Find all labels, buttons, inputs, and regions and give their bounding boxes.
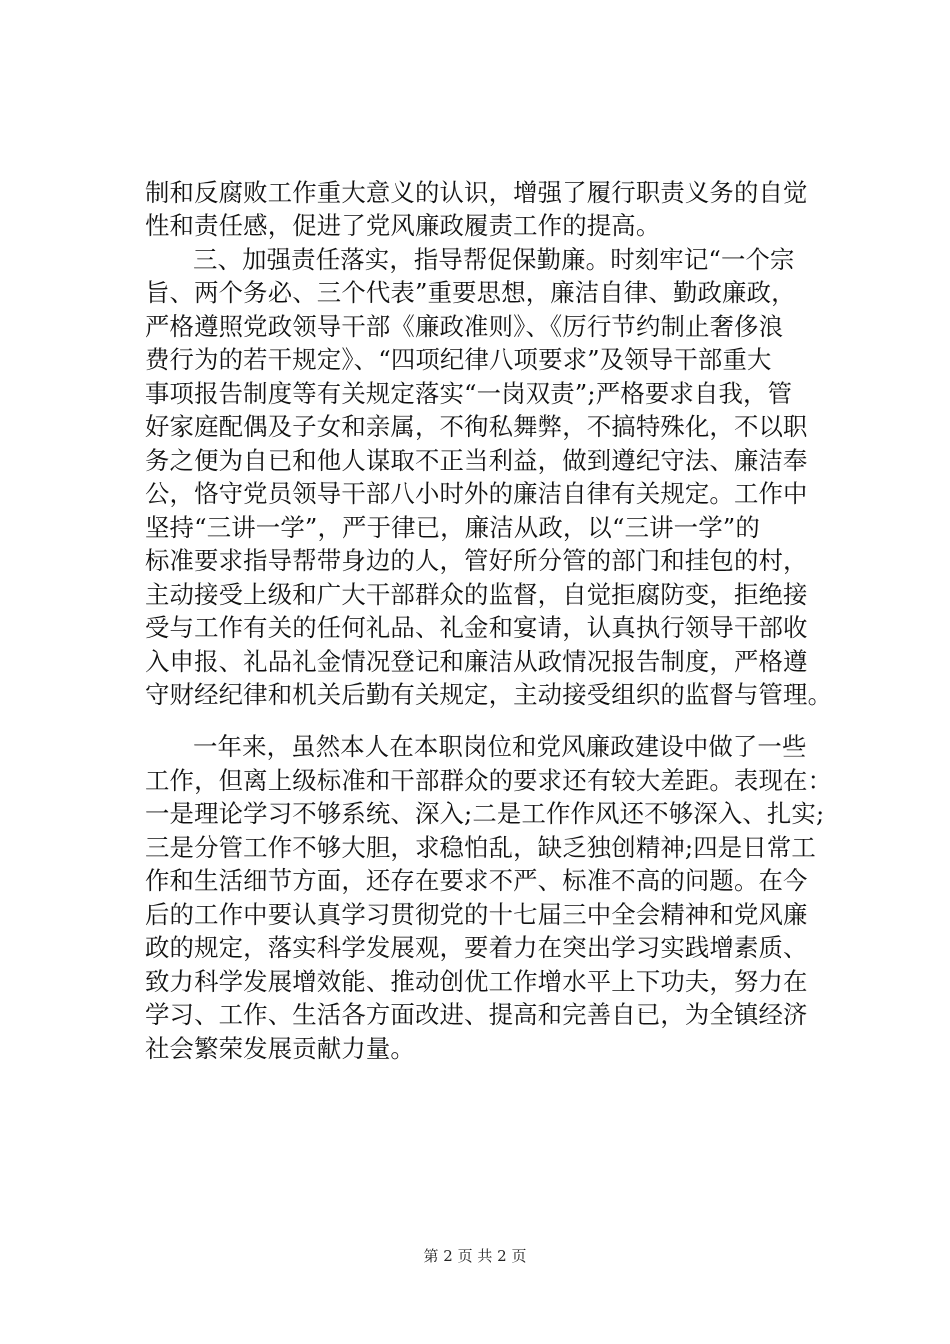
text-line: 严格遵照党政领导干部《廉政准则》、《厉行节约制止奢侈浪 bbox=[145, 312, 784, 341]
text-line: 作和生活细节方面，还存在要求不严、标准不高的问题。在今 bbox=[145, 866, 808, 895]
text-line: 一年来，虽然本人在本职岗位和党风廉政建设中做了一些 bbox=[193, 732, 807, 761]
text-line: 好家庭配偶及子女和亲属，不徇私舞弊，不搞特殊化，不以职 bbox=[145, 412, 808, 441]
text-line: 工作，但离上级标准和干部群众的要求还有较大差距。表现在： bbox=[145, 766, 833, 795]
text-line: 致力科学发展增效能、推动创优工作增水平上下功夫，努力在 bbox=[145, 967, 808, 996]
text-line: 三、加强责任落实，指导帮促保勤廉。时刻牢记“一个宗 bbox=[193, 245, 795, 274]
text-line: 标准要求指导帮带身边的人，管好所分管的部门和挂包的村， bbox=[145, 546, 808, 575]
text-line: 政的规定，落实科学发展观，要着力在突出学习实践增素质、 bbox=[145, 933, 808, 962]
text-line: 费行为的若干规定》、“四项纪律八项要求”及领导干部重大 bbox=[145, 345, 772, 374]
text-line: 主动接受上级和广大干部群众的监督，自觉拒腐防变，拒绝接 bbox=[145, 580, 808, 609]
text-line: 三是分管工作不够大胆，求稳怕乱，缺乏独创精神;四是日常工 bbox=[145, 833, 816, 862]
text-line: 社会繁荣发展贡献力量。 bbox=[145, 1034, 415, 1063]
text-line: 入申报、礼品礼金情况登记和廉洁从政情况报告制度，严格遵 bbox=[145, 647, 808, 676]
page-number-footer: 第 2 页 共 2 页 bbox=[423, 1247, 527, 1265]
text-line: 学习、工作、生活各方面改进、提高和完善自已，为全镇经济 bbox=[145, 1000, 808, 1029]
text-line: 制和反腐败工作重大意义的认识，增强了履行职责义务的自觉 bbox=[145, 178, 808, 207]
text-line: 公，恪守党员领导干部八小时外的廉洁自律有关规定。工作中 bbox=[145, 479, 808, 508]
text-line: 坚持“三讲一学”，严于律已，廉洁从政，以“三讲一学”的 bbox=[145, 513, 760, 542]
text-line: 性和责任感，促进了党风廉政履责工作的提高。 bbox=[145, 211, 661, 240]
text-line: 一是理论学习不够系统、深入;二是工作作风还不够深入、扎实; bbox=[145, 799, 825, 828]
text-line: 受与工作有关的任何礼品、礼金和宴请，认真执行领导干部收 bbox=[145, 613, 808, 642]
text-line: 事项报告制度等有关规定落实“一岗双责”;严格要求自我，管 bbox=[145, 379, 793, 408]
text-line: 旨、两个务必、三个代表”重要思想，廉洁自律、勤政廉政， bbox=[145, 278, 796, 307]
text-line: 务之便为自已和他人谋取不正当利益，做到遵纪守法、廉洁奉 bbox=[145, 446, 808, 475]
text-line: 守财经纪律和机关后勤有关规定，主动接受组织的监督与管理。 bbox=[145, 680, 833, 709]
text-line: 后的工作中要认真学习贯彻党的十七届三中全会精神和党风廉 bbox=[145, 900, 808, 929]
